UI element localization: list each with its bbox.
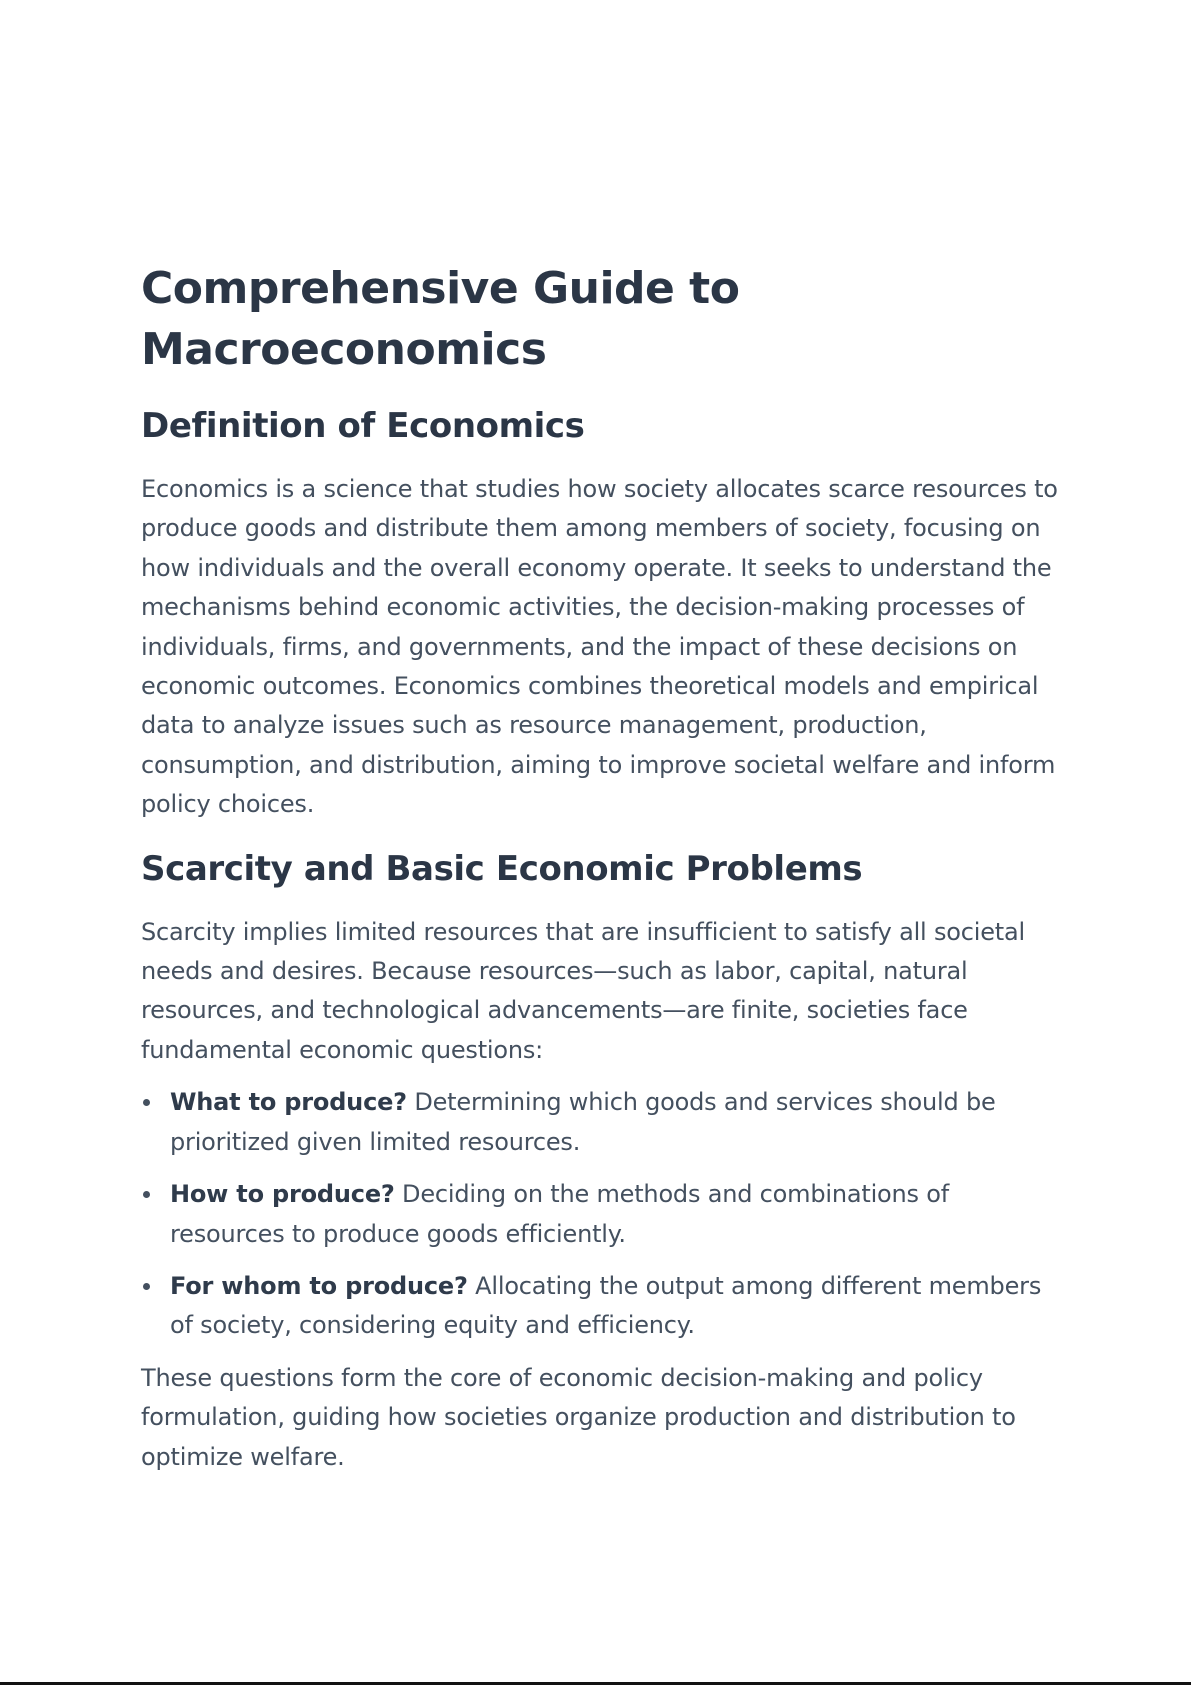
question-text: Determining which goods and services should be prioritized given limited resources. — [170, 1088, 996, 1156]
bullet-icon — [143, 1283, 150, 1290]
question-label: For whom to produce? — [170, 1271, 468, 1300]
document-page — [141, 258, 1061, 1477]
economic-questions-list — [141, 1083, 1061, 1345]
list-item — [141, 1175, 1061, 1254]
bullet-icon — [143, 1191, 150, 1198]
bullet-icon — [143, 1099, 150, 1106]
document-title: Comprehensive Guide to Macroeconomics — [141, 263, 740, 375]
question-text: Allocating the output among different members of society, considering equity and efficiency. — [170, 1271, 1042, 1340]
scarcity-intro-paragraph: Scarcity implies limited resources that are insufficient to satisfy all societal needs and desires. Because resources—such as labor, capital, natural resources, and technological advancements—are finite, societies face fundamental economic questions: — [141, 917, 1025, 1064]
list-item — [141, 1267, 1061, 1346]
definition-paragraph: Economics is a science that studies how society allocates scarce resources to produce goods and distribute them among members of society, focusing on how individuals and the overall economy operate. It seeks to understand the mechanisms behind economic activities, the decision-making processes of individuals, firms, and governments, and the impact of these decisions on economic outcomes. Economics combines theoretical models and empirical data to analyze issues such as resource management, production, consumption, and distribution, aiming to improve societal welfare and inform policy choices. — [141, 475, 1058, 819]
section-heading-definition: Definition of Economics — [141, 406, 585, 446]
question-text: Deciding on the methods and combinations of resources to produce goods efficiently. — [170, 1180, 949, 1248]
question-label: How to produce? — [170, 1180, 395, 1209]
list-item — [141, 1083, 1061, 1162]
question-label: What to produce? — [170, 1088, 407, 1117]
conclusion-paragraph: These questions form the core of economic decision-making and policy formulation, guiding how societies organize production and distribution to optimize welfare. — [141, 1363, 1016, 1471]
section-heading-scarcity: Scarcity and Basic Economic Problems — [141, 848, 863, 889]
